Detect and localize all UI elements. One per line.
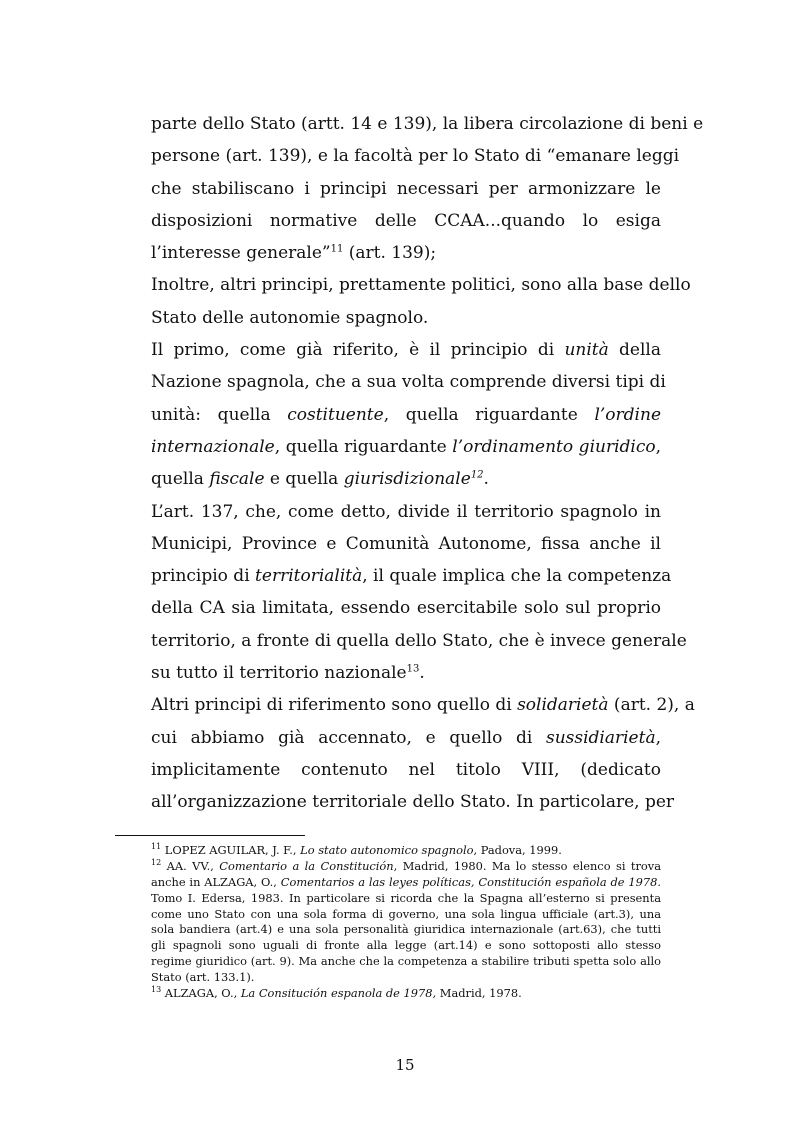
footnote-line: sola bandiera (art.4) e una sola personalità giuridica internazionale (art.63), che tutti xyxy=(151,922,661,937)
page-number: 15 xyxy=(395,1056,415,1074)
text: , xyxy=(655,727,661,748)
footnote-line: Stato (art. 133.1). xyxy=(151,970,255,985)
footnote-line: gli spagnoli sono uguali di fronte alla legge (art.14) e sono sottoposti allo stesso xyxy=(151,938,661,953)
italic-text: territorialità xyxy=(255,566,363,587)
text: cui abbiamo già accennato, e quello di xyxy=(151,727,546,748)
italic-text: costituente xyxy=(287,404,384,425)
text: ALZAGA, O., xyxy=(161,986,241,1001)
italic-text: Lo stato autonomico spagnolo xyxy=(300,843,474,857)
body-line xyxy=(151,560,672,592)
italic-text: solidarietà xyxy=(517,695,609,716)
text: Altri principi di riferimento sono quello di xyxy=(151,695,518,716)
body-line: all’organizzazione territoriale dello Stato. In particolare, per xyxy=(151,792,675,813)
text: quella xyxy=(151,469,210,490)
footnote-ref: 13 xyxy=(406,663,420,675)
body-line: Inoltre, altri principi, prettamente politici, sono alla base dello xyxy=(151,275,691,296)
body-line: che stabiliscano i principi necessari per armonizzare le xyxy=(151,178,661,199)
text: (art. 2), a xyxy=(608,695,695,716)
text: principio di xyxy=(151,566,256,587)
italic-text: unità xyxy=(564,340,609,361)
footnote-12 xyxy=(151,859,661,875)
body-line xyxy=(151,463,661,495)
footnote-separator xyxy=(115,835,305,836)
footnote-number: 13 xyxy=(151,985,162,995)
body-line: Stato delle autonomie spagnolo. xyxy=(151,307,429,328)
body-line: disposizioni normative delle CCAA...quando lo esiga xyxy=(151,210,661,231)
text: , Madrid, 1980. Ma lo stesso elenco si trova xyxy=(393,858,661,873)
footnote-ref: 11 xyxy=(330,243,344,255)
footnote-line: come uno Stato con una sola forma di governo, una sola lingua ufficiale (art.3), una xyxy=(151,906,661,921)
body-line xyxy=(151,237,661,269)
text: , quella riguardante xyxy=(274,436,453,457)
body-line: implicitamente contenuto nel titolo VIII, (dedicato xyxy=(151,759,661,780)
body-line xyxy=(151,722,661,754)
text: e quella xyxy=(264,469,344,490)
italic-text: Comentario a la Constitución xyxy=(219,858,394,873)
body-line xyxy=(151,689,695,721)
body-line: parte dello Stato (artt. 14 e 139), la libera circolazione di beni e xyxy=(151,114,704,134)
text: , il quale implica che la competenza xyxy=(362,566,672,587)
text: LOPEZ AGUILAR, J. F., xyxy=(161,843,301,857)
text: , xyxy=(655,436,661,457)
footnote-number: 12 xyxy=(151,858,162,868)
body-text xyxy=(151,108,704,819)
text: su tutto il territorio nazionale xyxy=(151,663,407,684)
body-line: Municipi, Province e Comunità Autonome, fissa anche il xyxy=(151,533,661,554)
italic-text: sussidiarietà xyxy=(545,727,656,748)
body-line xyxy=(151,657,661,689)
italic-text: giurisdizionale xyxy=(343,469,471,490)
footnote-11 xyxy=(151,843,661,859)
italic-text: Comentarios a las leyes políticas, Constitución española de 1978. xyxy=(280,874,661,889)
footnote-number: 11 xyxy=(151,842,162,852)
body-line: della CA sia limitata, essendo esercitabile solo sul proprio xyxy=(151,598,661,619)
body-line: persone (art. 139), e la facoltà per lo Stato di “emanare leggi xyxy=(151,146,680,167)
body-line xyxy=(151,334,661,366)
text: unità: quella xyxy=(151,404,288,425)
italic-text: l’ordinamento giuridico xyxy=(452,436,656,457)
italic-text: fiscale xyxy=(209,469,265,490)
text: (art. 139); xyxy=(343,243,437,264)
footnote-ref: 12 xyxy=(470,469,484,481)
body-line: Nazione spagnola, che a sua volta comprende diversi tipi di xyxy=(151,372,666,393)
body-line: L’art. 137, che, come detto, divide il territorio spagnolo in xyxy=(151,501,661,522)
text: l’interesse generale” xyxy=(151,243,331,264)
footnote-line: Tomo I. Edersa, 1983. In particolare si ricorda che la Spagna all’esterno si presenta xyxy=(151,890,661,905)
text: Madrid, 1978. xyxy=(436,986,522,1001)
text: della xyxy=(608,340,662,361)
body-line xyxy=(151,399,661,431)
body-line: territorio, a fronte di quella dello Stato, che è invece generale xyxy=(151,630,687,651)
text: anche in ALZAGA, O., xyxy=(151,874,281,889)
body-line xyxy=(151,431,661,463)
text: . xyxy=(483,469,489,490)
footnote-line xyxy=(151,875,661,891)
italic-text: internazionale xyxy=(151,436,275,457)
footnotes xyxy=(151,843,661,1002)
text: Il primo, come già riferito, è il principio di xyxy=(151,340,565,361)
text: , Padova, 1999. xyxy=(473,843,562,857)
text: , quella riguardante xyxy=(383,404,595,425)
footnote-line: regime giuridico (art. 9). Ma anche che la competenza a stabilire tributi spetta solo allo xyxy=(151,954,661,969)
text: . xyxy=(419,663,425,684)
text: AA. VV., xyxy=(161,858,220,873)
italic-text: La Consitución espanola de 1978, xyxy=(240,986,437,1001)
footnote-13 xyxy=(151,986,661,1002)
italic-text: l’ordine xyxy=(594,404,661,425)
